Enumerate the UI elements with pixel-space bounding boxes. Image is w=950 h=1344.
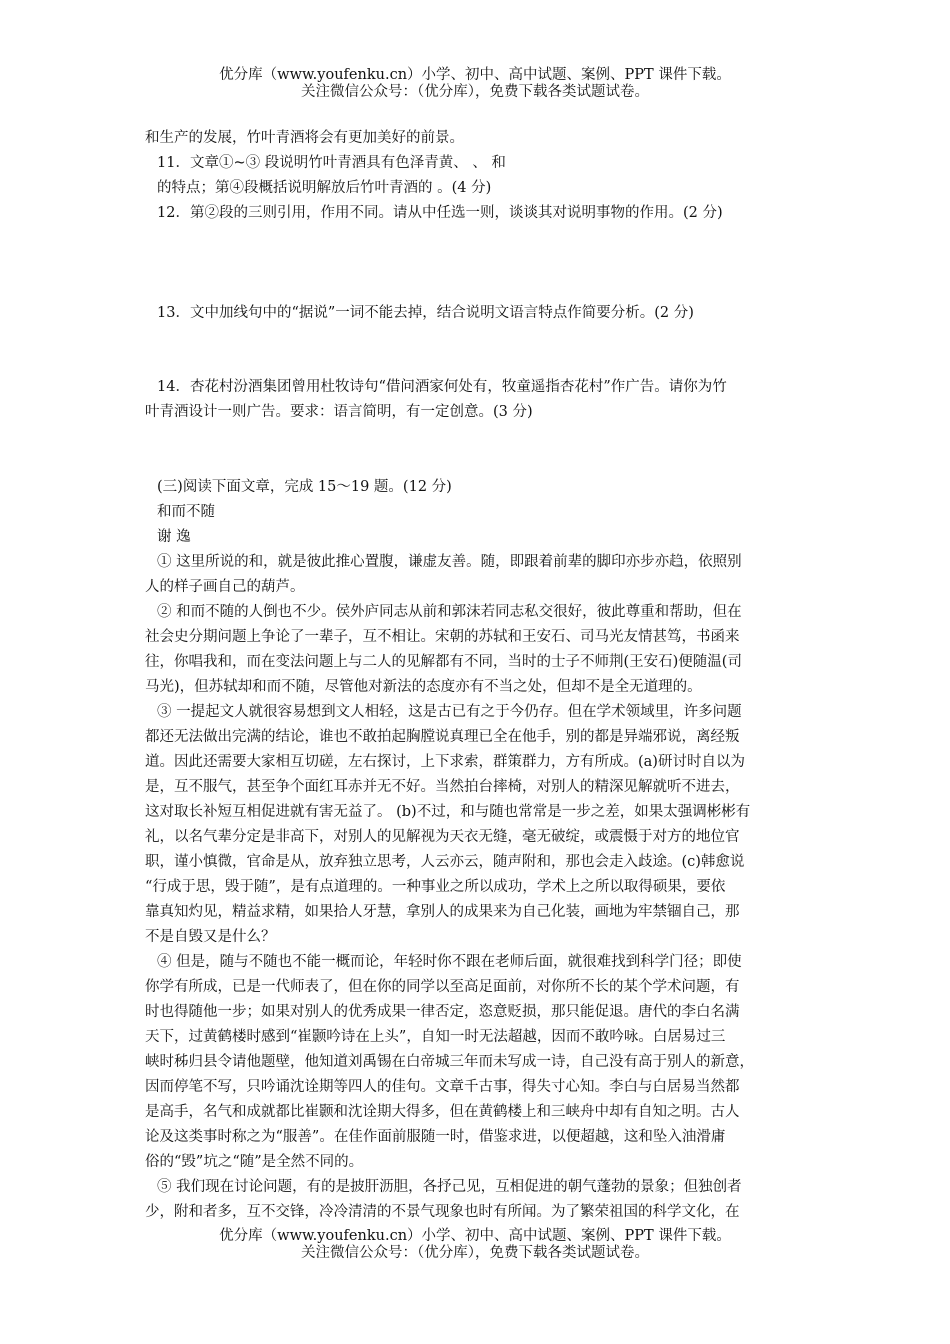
paragraph-line: ① 这里所说的和，就是彼此推心置腹，谦虚友善。随，即跟着前辈的脚印亦步亦趋，依照别 [157, 554, 742, 570]
paragraph-line: 因而停笔不写，只吟诵沈诠期等四人的佳句。文章千古事，得失寸心知。李白与白居易当然都 [145, 1079, 740, 1095]
question-14-cont: 叶青酒设计一则广告。要求：语言简明，有一定创意。(3 分) [145, 404, 533, 420]
paragraph-line: 往，你唱我和，而在变法问题上与二人的见解都有不同，当时的士子不师荆(王安石)便随温(司 [145, 654, 742, 670]
paragraph-line: ⑤ 我们现在讨论问题，有的是披肝沥胆，各抒己见，互相促进的朝气蓬勃的景象；但独创者 [157, 1179, 742, 1195]
paragraph-line: 道。因此还需要大家相互切磋，左右探讨，上下求索，群策群力，方有所成。(a)研讨时自以为 [145, 754, 745, 770]
article-title: 和而不随 [157, 504, 215, 520]
paragraph-line: 礼，以名气辈分定是非高下，对别人的见解视为天衣无缝，毫无破绽，或震慑于对方的地位官 [145, 829, 740, 845]
header-line-2: 关注微信公众号：（优分库），免费下载各类试题试卷。 [301, 84, 649, 100]
paragraph-line: 人的样子画自己的葫芦。 [145, 579, 305, 595]
paragraph-line: 是高手，名气和成就都比崔颢和沈诠期大得多，但在黄鹤楼上和三峡舟中却有自知之明。古人 [145, 1104, 740, 1120]
paragraph-line: ④ 但是，随与不随也不能一概而论，年轻时你不跟在老师后面，就很难找到科学门径；即使 [157, 954, 742, 970]
paragraph-line: “行成于思，毁于随”，是有点道理的。一种事业之所以成功，学术上之所以取得硕果，要依 [145, 879, 726, 895]
paragraph-line: 都还无法做出完满的结论，谁也不敢拍起胸膛说真理已全在他手，别的都是异端邪说，离经叛 [145, 729, 740, 745]
section-heading: (三)阅读下面文章，完成 15～19 题。(12 分) [157, 479, 452, 495]
article-author: 谢 逸 [157, 529, 191, 545]
paragraph-line: 社会史分期问题上争论了一辈子，互不相让。宋朝的苏轼和王安石、司马光友情甚笃，书函来 [145, 629, 740, 645]
question-14: 14．杏花村汾酒集团曾用杜牧诗句“借问酒家何处有，牧童遥指杏花村”作广告。请你为竹 [157, 379, 727, 395]
page-footer [0, 1228, 950, 1262]
page-header [0, 67, 950, 101]
text-line: 和生产的发展，竹叶青酒将会有更加美好的前景。 [145, 130, 464, 146]
paragraph-line: 职，谨小慎微，官命是从，放弃独立思考，人云亦云，随声附和，那也会走入歧途。(c)韩愈说 [145, 854, 745, 870]
paragraph-line: 是，互不服气，甚至争个面红耳赤并无不好。当然拍台摔椅，对别人的精深见解就听不进去， [145, 779, 740, 795]
paragraph-line: 不是自毁又是什么？ [145, 929, 276, 945]
paragraph-line: 你学有所成，已是一代师表了，但在你的同学以至高足面前，对你所不长的某个学术问题，有 [145, 979, 740, 995]
footer-line-1: 优分库（www.youfenku.cn）小学、初中、高中试题、案例、PPT 课件下载。 [219, 1228, 731, 1244]
paragraph-line: 这对取长补短互相促进就有害无益了。 (b)不过，和与随也常常是一步之差，如果太强调彬彬有 [145, 804, 751, 820]
question-13: 13．文中加线句中的“据说”一词不能去掉，结合说明文语言特点作简要分析。(2 分) [157, 305, 694, 321]
header-line-1: 优分库（www.youfenku.cn）小学、初中、高中试题、案例、PPT 课件下载。 [219, 67, 731, 83]
paragraph-line: 靠真知灼见，精益求精，如果拾人牙慧，拿别人的成果来为自己化装，画地为牢禁锢自己，那 [145, 904, 740, 920]
question-12: 12．第②段的三则引用，作用不同。请从中任选一则，谈谈其对说明事物的作用。(2 分) [157, 205, 723, 221]
paragraph-line: ③ 一提起文人就很容易想到文人相轻，这是古已有之于今仍存。但在学术领域里，许多问题 [157, 704, 742, 720]
paragraph-line: 马光)，但苏轼却和而不随，尽管他对新法的态度亦有不当之处，但却不是全无道理的。 [145, 679, 702, 695]
paragraph-line: 俗的“毁”坑之“随”是全然不同的。 [145, 1154, 364, 1170]
paragraph-line: 少，附和者多，互不交锋，冷冷清清的不景气现象也时有所闻。为了繁荣祖国的科学文化，在 [145, 1204, 740, 1220]
footer-line-2: 关注微信公众号：（优分库），免费下载各类试题试卷。 [301, 1245, 649, 1261]
paragraph-line: 天下，过黄鹤楼时感到“崔颢吟诗在上头”，自知一时无法超越，因而不敢吟咏。白居易过三 [145, 1029, 726, 1045]
paragraph-line: 时也得随他一步；如果对别人的优秀成果一律否定，恣意贬损，那只能促退。唐代的李白名满 [145, 1004, 740, 1020]
question-11: 11．文章①~③ 段说明竹叶青酒具有色泽青黄、 、 和 [157, 155, 506, 171]
paragraph-line: ② 和而不随的人倒也不少。侯外庐同志从前和郭沫若同志私交很好，彼此尊重和帮助，但在 [157, 604, 742, 620]
paragraph-line: 峡时秭归县令请他题壁，他知道刘禹锡在白帝城三年而未写成一诗，自己没有高于别人的新意， [145, 1054, 754, 1070]
paragraph-line: 论及这类事时称之为“服善”。在佳作面前服随一时，借鉴求进，以便超越，这和坠入油滑庸 [145, 1129, 726, 1145]
question-11-cont: 的特点；第④段概括说明解放后竹叶青酒的 。(4 分) [157, 180, 492, 196]
